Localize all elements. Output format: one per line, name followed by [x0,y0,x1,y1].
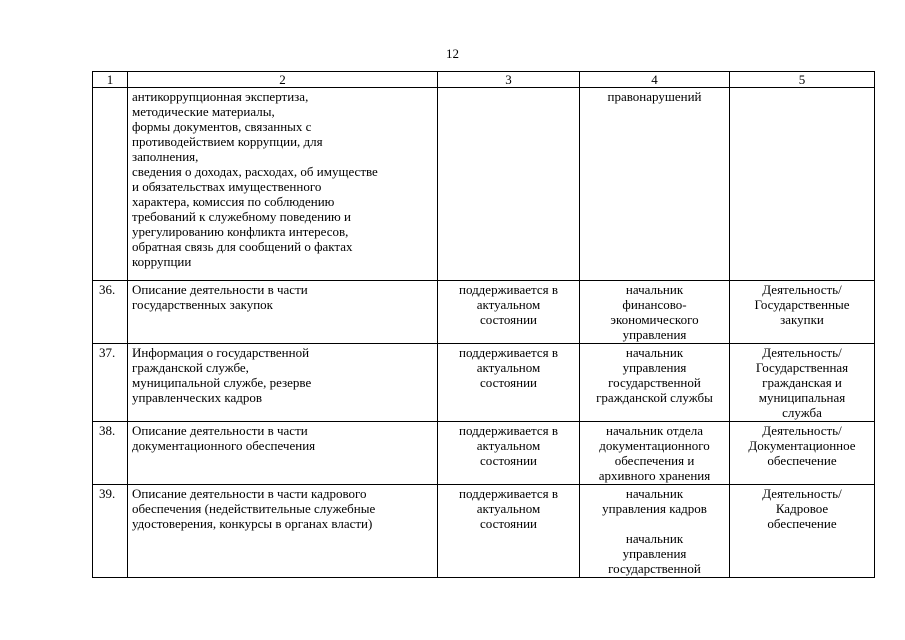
description-line: требований к служебному поведению и [132,209,351,224]
cell-responsible [580,281,730,344]
header-col-1: 1 [93,72,128,88]
description-line: антикоррупционная экспертиза, [132,89,309,104]
page-number: 12 [446,46,459,61]
responsible-line: государственной [608,375,701,390]
status-line: актуальном [476,438,541,453]
section-line: Деятельность/ [762,345,842,360]
cell-status [438,281,580,344]
description-line: управленческих кадров [132,390,262,405]
section-line: служба [782,405,822,420]
description-line: урегулированию конфликта интересов, [132,224,349,239]
cell-num [93,88,128,281]
cell-responsible [580,485,730,578]
responsible-line: экономического [610,312,699,327]
section-line: Деятельность/ [762,486,842,501]
responsible-line: документационного [599,438,710,453]
description-line: обратная связь для сообщений о фактах [132,239,353,254]
description-line: удостоверения, конкурсы в органах власти) [132,516,373,531]
registry-table [92,71,875,578]
cell-section [730,281,875,344]
cell-section [730,485,875,578]
status-line: актуальном [476,297,541,312]
status-line: состоянии [480,453,537,468]
section-line: Государственная [755,360,849,375]
description-line: и обязательствах имущественного [132,179,322,194]
status-line: поддерживается в [458,423,558,438]
description-line: Описание деятельности в части [132,423,308,438]
cell-status [438,88,580,281]
cell-responsible [580,344,730,422]
cell-description [128,88,438,281]
description-line: методические материалы, [132,104,275,119]
description-line: противодействием коррупции, для [132,134,323,149]
table-row [93,344,875,422]
status-line: актуальном [476,360,541,375]
cell-responsible [580,422,730,485]
description-line: Описание деятельности в части [132,282,308,297]
section-line: закупки [780,312,824,327]
description-line: Описание деятельности в части кадрового [132,486,367,501]
cell-description [128,281,438,344]
description-line: Информация о государственной [132,345,310,360]
section-line: обеспечение [767,453,837,468]
cell-status [438,422,580,485]
cell-num: 39. [93,485,128,578]
status-line: поддерживается в [458,282,558,297]
cell-status [438,485,580,578]
status-line: поддерживается в [458,345,558,360]
status-line: состоянии [480,375,537,390]
responsible-line: начальник [625,282,684,297]
cell-description [128,485,438,578]
responsible-line: финансово- [622,297,687,312]
cell-description [128,422,438,485]
responsible-line: управления кадров [602,501,707,516]
section-line: Кадровое [775,501,829,516]
description-line: документационного обеспечения [132,438,316,453]
responsible-line: государственной [608,561,701,576]
header-col-3: 3 [438,72,580,88]
responsible-line [584,516,725,531]
description-line: характера, комиссия по соблюдению [132,194,335,209]
cell-responsible [580,88,730,281]
status-line: состоянии [480,312,537,327]
section-line: Деятельность/ [762,423,842,438]
responsible-line: правонарушений [607,89,702,104]
cell-num: 36. [93,281,128,344]
responsible-line: управления [622,327,687,342]
responsible-line: начальник [625,345,684,360]
header-col-2: 2 [128,72,438,88]
description-line: коррупции [132,254,192,269]
description-line: формы документов, связанных с [132,119,312,134]
section-line: Деятельность/ [762,282,842,297]
responsible-line: управления [622,546,687,561]
header-col-5: 5 [730,72,875,88]
responsible-line: начальник [625,531,684,546]
cell-description [128,344,438,422]
responsible-line: начальник [625,486,684,501]
status-line: поддерживается в [458,486,558,501]
header-col-4: 4 [580,72,730,88]
table-row [93,88,875,281]
section-line: Государственные [754,297,850,312]
responsible-line: обеспечения и [614,453,695,468]
cell-num: 37. [93,344,128,422]
responsible-line: архивного хранения [598,468,711,483]
description-line: гражданской службе, [132,360,249,375]
cell-num: 38. [93,422,128,485]
responsible-line: гражданской службы [596,390,713,405]
responsible-line: начальник отдела [605,423,703,438]
table-row [93,281,875,344]
description-line: обеспечения (недействительные служебные [132,501,376,516]
status-line: состоянии [480,516,537,531]
table-row [93,422,875,485]
section-line: муниципальная [758,390,846,405]
cell-section [730,422,875,485]
status-line: актуальном [476,501,541,516]
cell-section [730,344,875,422]
description-line: сведения о доходах, расходах, об имуществе [132,164,378,179]
description-line: государственных закупок [132,297,273,312]
section-line: гражданская и [762,375,842,390]
section-line: обеспечение [767,516,837,531]
table-row [93,485,875,578]
cell-section [730,88,875,281]
section-line: Документационное [748,438,856,453]
description-line: муниципальной службе, резерве [132,375,312,390]
description-line: заполнения, [132,149,199,164]
table-header-row [93,72,875,88]
cell-status [438,344,580,422]
responsible-line: управления [622,360,687,375]
